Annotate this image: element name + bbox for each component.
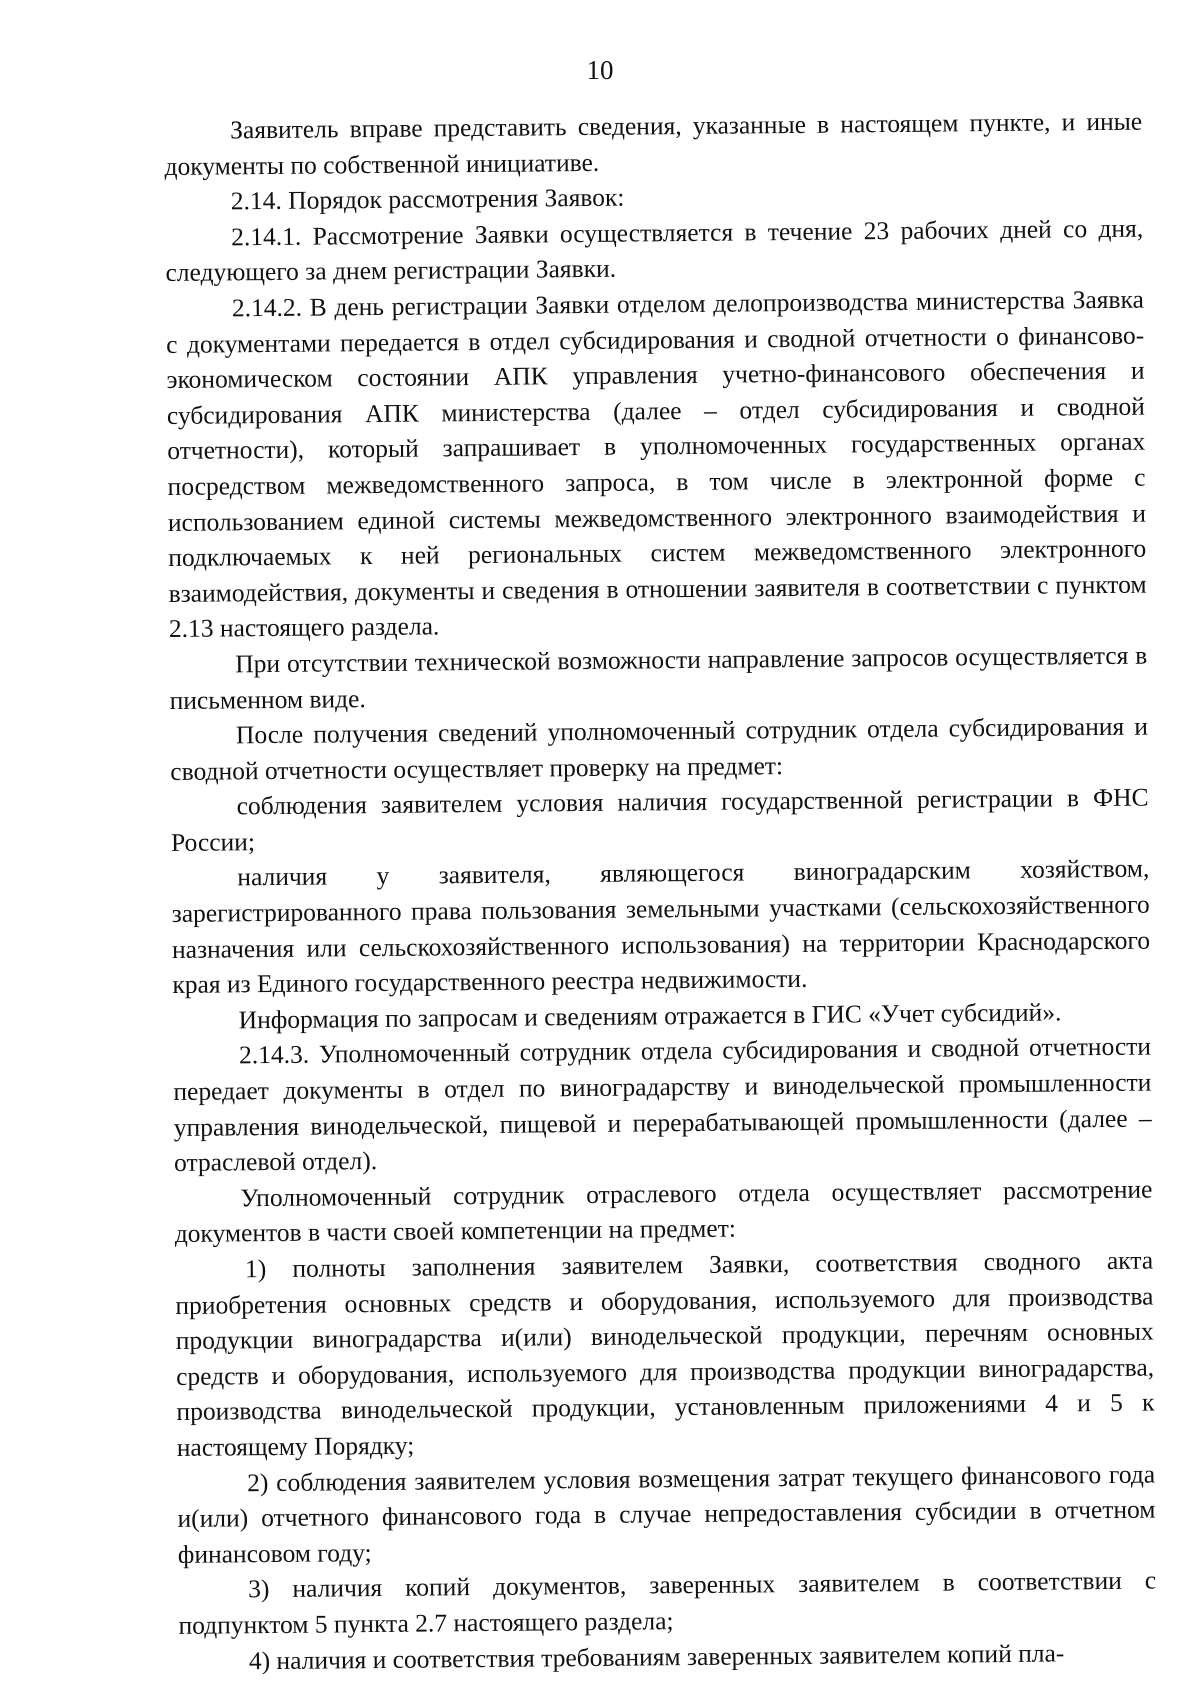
list-item: 2) соблюдения заявителем условия возмещения затрат текущего финансового года и(или) отчетного финансового года в случае непредоставления субсидии в отчетном финансовом году; (177, 1459, 1156, 1569)
paragraph: После получения сведений уполномоченный сотрудник отдела субсидирования и сводной отчетности осуществляет проверку на предмет: (170, 711, 1149, 786)
section-heading: 2.14. Порядок рассмотрения Заявок: (230, 182, 625, 216)
list-item: 3) наличия копий документов, заверенных заявителем в соответствии с подпунктом 5 пункта 2.7 настоящего раздела; (178, 1565, 1157, 1640)
paragraph: соблюдения заявителем условия наличия государственной регистрации в ФНС России; (170, 782, 1149, 857)
paragraph: Заявитель вправе представить сведения, указанные в настоящем пункте, и иные документы по собственной инициативе. (164, 106, 1143, 181)
paragraph: При отсутствии технической возможности направление запросов осуществляется в письменном виде. (169, 640, 1148, 715)
list-item: 1) полноты заполнения заявителем Заявки, соответствия сводного акта приобретения основных средств и оборудования, используемого для производства продукции виноградарства и(или) винодельческой продукции, перечням основных средств и оборудования, используемого для производства продукции виноградарства, производства винодельческой продукции, установленным приложениями 4 и 5 к настоящему Порядку; (175, 1245, 1155, 1462)
paragraph: Уполномоченный сотрудник отраслевого отдела осуществляет рассмотрение документов в части своей компетенции на предмет: (174, 1174, 1153, 1249)
document-body (164, 104, 1157, 1679)
paragraph: 2.14.2. В день регистрации Заявки отделом делопроизводства министерства Заявка с документами передается в отдел субсидирования и сводной отчетности о финансово-экономическом состоянии АПК управления учетно-финансового обеспечения и субсидирования АПК министерства (далее – отдел субсидирования и сводной отчетности), который запрашивает в уполномоченных государственных органах посредством межведомственного запроса, в том числе в электронной форме с использованием единой системы межведомственного электронного взаимодействия и подключаемых к ней региональных систем межведомственного электронного взаимодействия, документы и сведения в отношении заявителя в соответствии с пунктом 2.13 настоящего раздела. (166, 284, 1147, 644)
list-item: 4) наличия и соответствия требованиям заверенных заявителем копий пла- (248, 1637, 1065, 1675)
paragraph: Информация по запросам и сведениям отражается в ГИС «Учет субсидий». (238, 997, 1062, 1035)
page-number: 10 (586, 55, 614, 85)
paragraph: 2.14.1. Рассмотрение Заявки осуществляется в течение 23 рабочих дней со дня, следующего за днем регистрации Заявки. (165, 213, 1144, 288)
paragraph: наличия у заявителя, являющегося виноградарским хозяйством, зарегистрированного права пользования земельными участками (сельскохозяйственного назначения или сельскохозяйственного использования) на территории Краснодарского края из Единого государственного реестра недвижимости. (171, 854, 1151, 1000)
paragraph: 2.14.3. Уполномоченный сотрудник отдела субсидирования и сводной отчетности передает документы в отдел по виноградарству и винодельческой промышленности управления винодельческой, пищевой и перерабатывающей промышленности (далее – отраслевой отдел). (173, 1032, 1152, 1178)
